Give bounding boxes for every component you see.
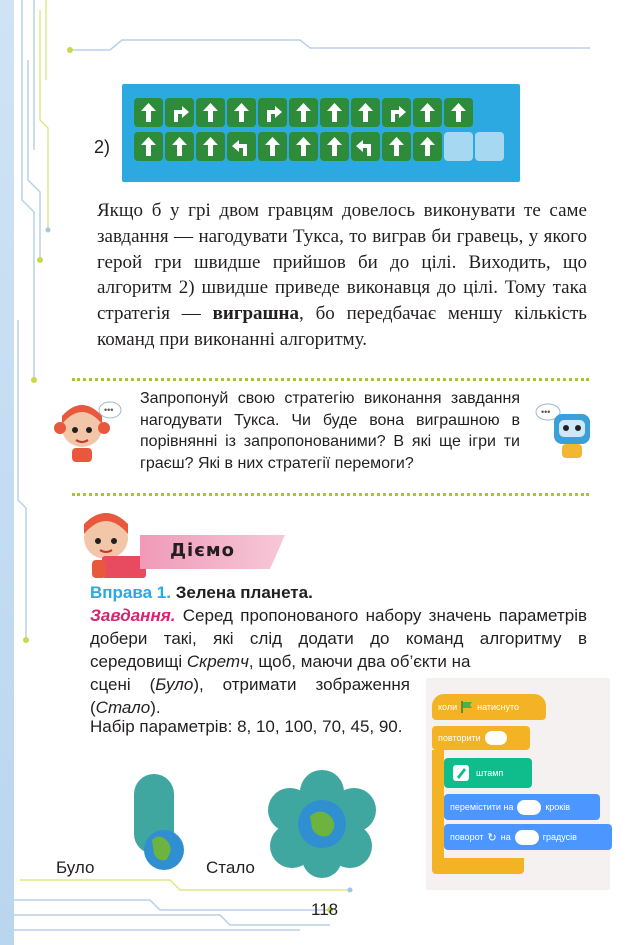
task-label: Завдання. [90,606,176,625]
move-text-1: перемістити на [450,802,514,812]
main-text-start: Якщо б у грі двом гравцям довелось виконувати те саме завдання — нагодувати Тукса, то виграв би гравець, у якого герой гри швидше прийшов би до цілі. Виходить, що алгоритм 2) швидше приведе виконавця до цілі. Тому така стратегія — [97,200,587,325]
command-strip [122,84,520,182]
when-flag-text-2: натиснуто [477,702,520,712]
right-turn-arrow-icon [258,98,287,127]
stamp-text: штамп [476,768,504,778]
right-turn-arrow-icon [382,98,411,127]
up-arrow-icon [165,132,194,161]
exercise-heading [90,583,313,603]
up-arrow-icon [227,98,256,127]
main-text-end: , бо передбачає меншу кількість команд при виконанні алгоритму. [97,303,587,350]
repeat-text: повторити [438,733,481,743]
after-caption: Стало [206,858,255,877]
up-arrow-icon [382,132,411,161]
exercise-title: Зелена планета. [175,583,313,602]
task-text-continued [90,673,410,719]
up-arrow-icon [196,98,225,127]
before-image [128,770,188,880]
command-row-2 [134,132,504,161]
move-input[interactable] [517,800,541,815]
when-flag-block [432,694,546,720]
up-arrow-icon [196,132,225,161]
dotted-divider-bottom [72,493,589,496]
winning-word: виграшна [212,303,299,325]
main-paragraph [75,198,587,353]
right-turn-arrow-icon [165,98,194,127]
after-image [268,770,376,878]
task-text [90,604,587,673]
task-before-term: Було [155,675,194,694]
command-row-1 [134,98,473,127]
up-arrow-icon [444,98,473,127]
up-arrow-icon [134,132,163,161]
repeat-input[interactable] [485,731,507,745]
turn-block [444,824,612,850]
algorithm-label: 2) [94,137,111,157]
turn-text-2: на [500,832,511,842]
task-after-term: Стало [95,698,151,717]
task-text-part1: Серед пропонованого набору значень параметрів добери такі, які слід додати до команд алгоритму в середовищі [90,606,587,671]
empty-cell [444,132,473,161]
task-cont-3: ). [150,698,161,717]
up-arrow-icon [258,132,287,161]
repeat-arm [432,750,444,868]
turn-input[interactable] [515,830,539,845]
rotate-right-icon: ↻ [487,831,497,844]
up-arrow-icon [289,132,318,161]
up-arrow-icon [320,98,349,127]
scratch-script-panel [426,678,610,890]
move-block [444,794,600,820]
when-flag-text-1: коли [438,702,458,712]
girl-character-icon [52,398,122,464]
up-arrow-icon [134,98,163,127]
section-title: Діємо [170,540,235,561]
green-flag-icon [460,700,474,714]
robot-character-icon [528,400,600,462]
discussion-prompt: Запропонуй свою стратегію виконання завдання нагодувати Тукса. Чи буде вона виграшною в порівнянні із запропонованими? В які ще ігри ти граєш? Які в них стратегії перемоги? [140,390,520,472]
svg-text:•••: ••• [104,405,114,415]
svg-text:•••: ••• [541,407,551,417]
up-arrow-icon [289,98,318,127]
exercise-number: Вправа 1. [90,583,171,602]
move-text-2: кроків [545,802,571,812]
up-arrow-icon [413,132,442,161]
up-arrow-icon [351,98,380,127]
repeat-bottom [432,858,524,874]
parameter-set: Набір параметрів: 8, 10, 100, 70, 45, 90. [90,717,403,736]
stamp-block [444,758,532,788]
up-arrow-icon [320,132,349,161]
left-turn-arrow-icon [351,132,380,161]
turn-text-1: поворот [450,832,484,842]
dotted-divider-top [72,378,589,381]
left-turn-arrow-icon [227,132,256,161]
task-text-part2: , щоб, маючи два об’єкти на [248,652,471,671]
task-cont-2: ), отримати зображення ( [90,675,410,717]
page-number: 118 [311,900,339,919]
before-caption: Було [56,858,95,877]
up-arrow-icon [413,98,442,127]
turn-text-3: градусів [542,832,577,842]
empty-cell [475,132,504,161]
scratch-term: Скретч [186,652,249,671]
pen-icon [452,764,470,782]
task-cont-1: сцені ( [90,675,156,694]
repeat-block [432,726,530,750]
